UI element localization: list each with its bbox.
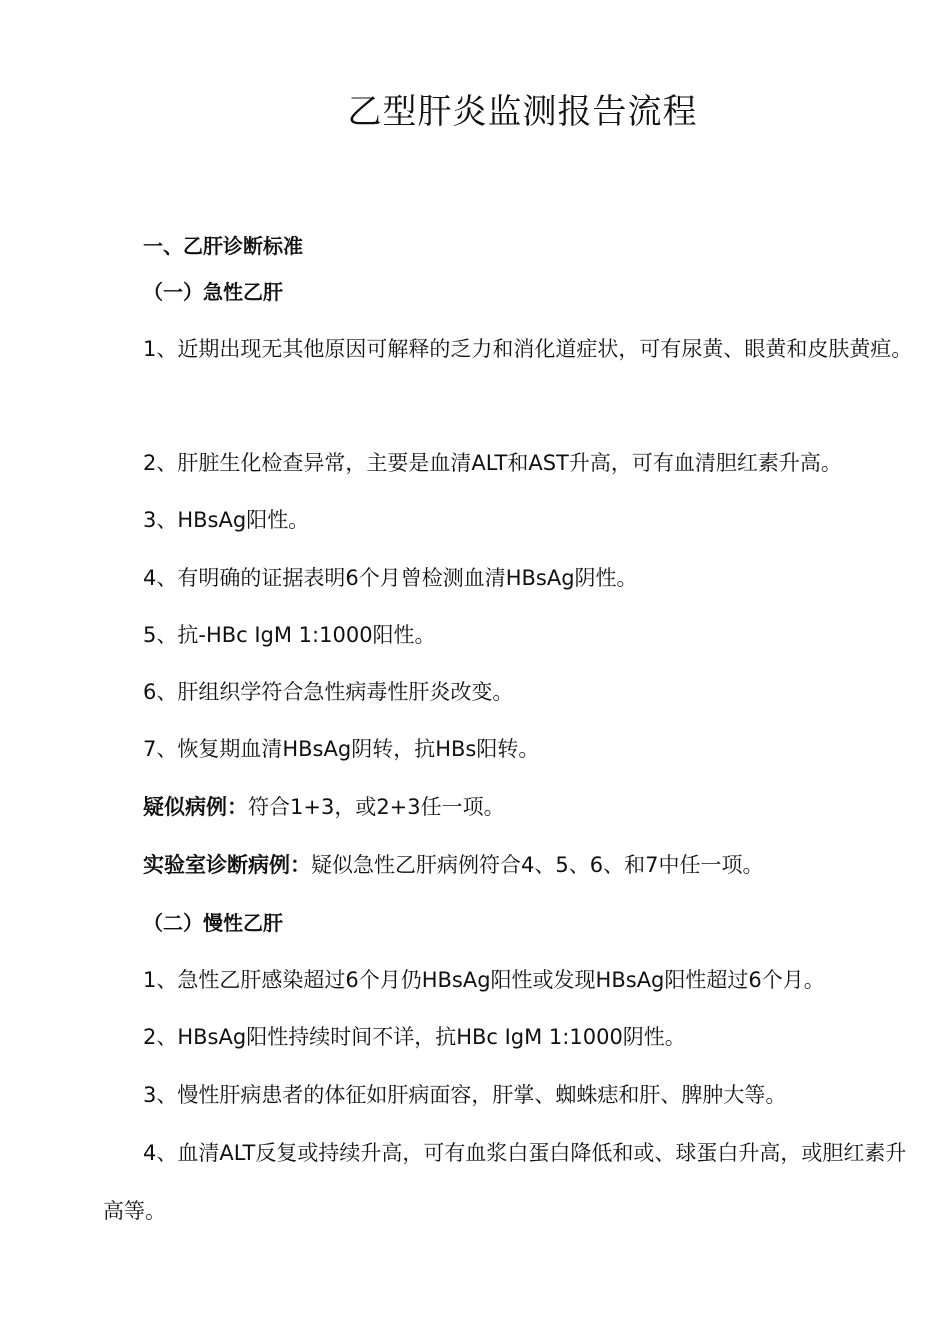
suspected-case-text: 符合1+3，或2+3任一项。	[248, 795, 505, 819]
page-title: 乙型肝炎监测报告流程	[347, 92, 698, 132]
acute-item-2: 2、肝脏生化检查异常，主要是血清ALT和AST升高，可有血清胆红素升高。	[143, 451, 842, 475]
acute-item-5: 5、抗-HBc IgM 1:1000阳性。	[143, 623, 436, 647]
suspected-case-label: 疑似病例：	[143, 795, 248, 819]
acute-item-1: 1、近期出现无其他原因可解释的乏力和消化道症状，可有尿黄、眼黄和皮肤黄疸。	[143, 337, 913, 361]
lab-diagnosed-case-text: 疑似急性乙肝病例符合4、5、6、和7中任一项。	[311, 853, 764, 877]
chronic-item-1: 1、急性乙肝感染超过6个月仍HBsAg阳性或发现HBsAg阳性超过6个月。	[143, 968, 825, 992]
chronic-item-2: 2、HBsAg阳性持续时间不详，抗HBc IgM 1:1000阴性。	[143, 1025, 686, 1049]
subsection-heading-chronic: （二）慢性乙肝	[143, 911, 283, 935]
chronic-item-3: 3、慢性肝病患者的体征如肝病面容，肝掌、蜘蛛痣和肝、脾肿大等。	[143, 1083, 787, 1107]
acute-item-3: 3、HBsAg阳性。	[143, 508, 310, 532]
suspected-case	[143, 793, 505, 821]
acute-item-6: 6、肝组织学符合急性病毒性肝炎改变。	[143, 680, 514, 704]
subsection-heading-acute: （一）急性乙肝	[143, 280, 283, 304]
acute-item-7: 7、恢复期血清HBsAg阴转，抗HBs阳转。	[143, 737, 540, 761]
acute-item-4: 4、有明确的证据表明6个月曾检测血清HBsAg阴性。	[143, 566, 638, 590]
chronic-item-4: 4、血清ALT反复或持续升高，可有血浆白蛋白降低和或、球蛋白升高，或胆红素升高等。	[103, 1141, 907, 1223]
lab-diagnosed-case	[143, 851, 763, 879]
lab-diagnosed-case-label: 实验室诊断病例：	[143, 853, 311, 877]
section-heading: 一、乙肝诊断标准	[143, 234, 303, 258]
